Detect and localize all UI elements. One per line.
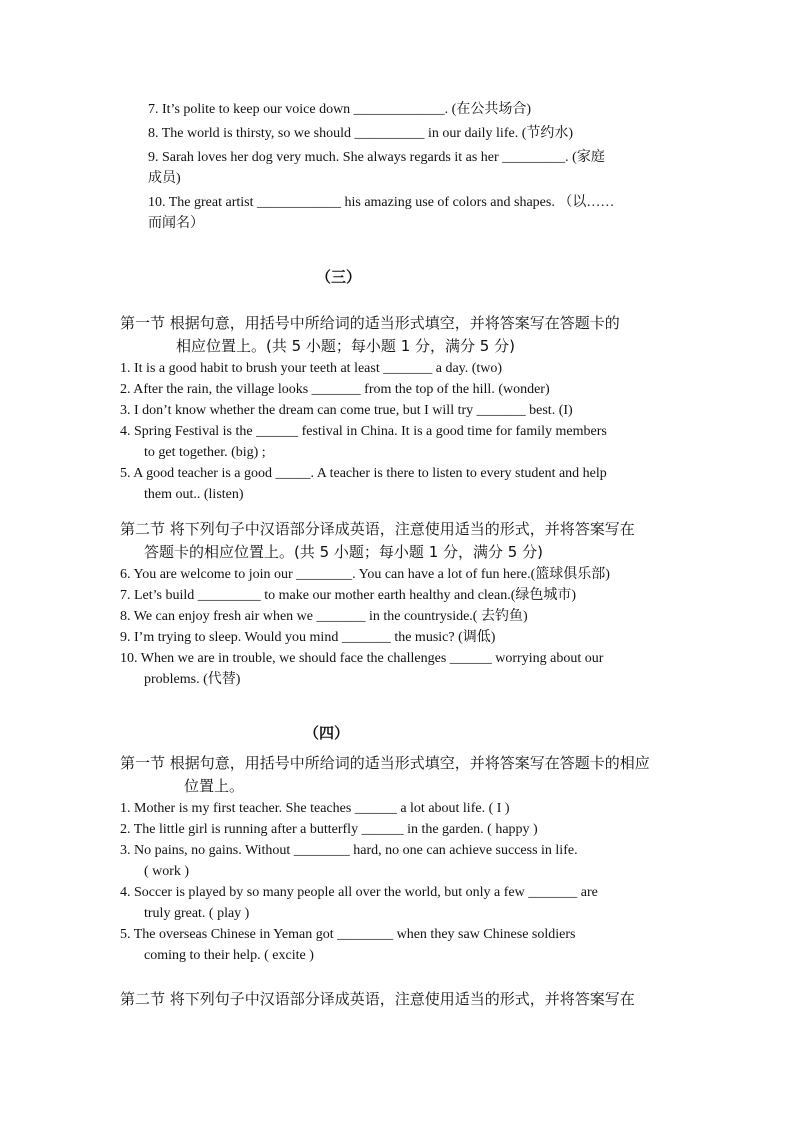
part4-section1 [120, 752, 676, 966]
part4-section1-title-cont: 位置上。 [184, 777, 245, 795]
part4-section2 [120, 988, 676, 1011]
part3-section2-title-cont: 答题卡的相应位置上。(共 5 小题；每小题 1 分，满分 5 分) [144, 543, 543, 561]
p4-q4: 4. Soccer is played by so many people all over the world, but only a few _______ are truly great. ( play ) [120, 885, 598, 921]
question-9: 9. Sarah loves her dog very much. She always regards it as her _________. (家庭 成员) [148, 150, 605, 186]
part-two-tail [148, 99, 688, 234]
question-10: 10. The great artist ____________ his amazing use of colors and shapes. （以…… 而闻名） [148, 195, 615, 231]
part4-section2-title: 第二节 将下列句子中汉语部分译成英语，注意使用适当的形式，并将答案写在 [120, 990, 635, 1008]
p3-q10: 10. When we are in trouble, we should face the challenges ______ worrying about our problems. (代替) [120, 651, 604, 687]
p4-q3: 3. No pains, no gains. Without ________ hard, no one can achieve success in life. ( work ) [120, 843, 578, 879]
p3-q7: 7. Let’s build _________ to make our mother earth healthy and clean.(绿色城市) [120, 588, 577, 603]
p4-q5: 5. The overseas Chinese in Yeman got ________ when they saw Chinese soldiers coming to their help. ( excite ) [120, 927, 576, 963]
p3-q3: 3. I don’t know whether the dream can come true, but I will try _______ best. (I) [120, 403, 573, 418]
p3-q6: 6. You are welcome to join our ________. You can have a lot of fun here.(篮球俱乐部) [120, 567, 610, 582]
question-8: 8. The world is thirsty, so we should __________ in our daily life. (节约水) [148, 126, 574, 141]
p3-q1: 1. It is a good habit to brush your teeth at least _______ a day. (two) [120, 361, 503, 376]
part4-section1-title: 第一节 根据句意，用括号中所给词的适当形式填空，并将答案写在答题卡的相应 [120, 754, 650, 772]
question-7: 7. It’s polite to keep our voice down _____________. (在公共场合) [148, 102, 532, 117]
part3-section1-title-cont: 相应位置上。(共 5 小题；每小题 1 分，满分 5 分) [176, 337, 515, 355]
p4-q2: 2. The little girl is running after a butterfly ______ in the garden. ( happy ) [120, 822, 538, 837]
part3-section1-title: 第一节 根据句意，用括号中所给词的适当形式填空，并将答案写在答题卡的 [120, 314, 620, 332]
part3-section2-title: 第二节 将下列句子中汉语部分译成英语，注意使用适当的形式，并将答案写在 [120, 520, 635, 538]
p3-q9: 9. I’m trying to sleep. Would you mind _______ the music? (调低) [120, 630, 496, 645]
p3-q4: 4. Spring Festival is the ______ festival in China. It is a good time for family members to get together. (big) ; [120, 424, 607, 460]
p3-q2: 2. After the rain, the village looks _______ from the top of the hill. (wonder) [120, 382, 550, 397]
p3-q8: 8. We can enjoy fresh air when we _______ in the countryside.( 去钓鱼) [120, 609, 528, 624]
p4-q1: 1. Mother is my first teacher. She teaches ______ a lot about life. ( I ) [120, 801, 510, 816]
part4-heading: （四） [304, 724, 350, 742]
part3-section2 [120, 518, 676, 690]
part3-heading: （三） [316, 268, 362, 286]
part3-section1 [120, 312, 676, 505]
p3-q5: 5. A good teacher is a good _____. A teacher is there to listen to every student and help them out.. (listen) [120, 466, 607, 502]
